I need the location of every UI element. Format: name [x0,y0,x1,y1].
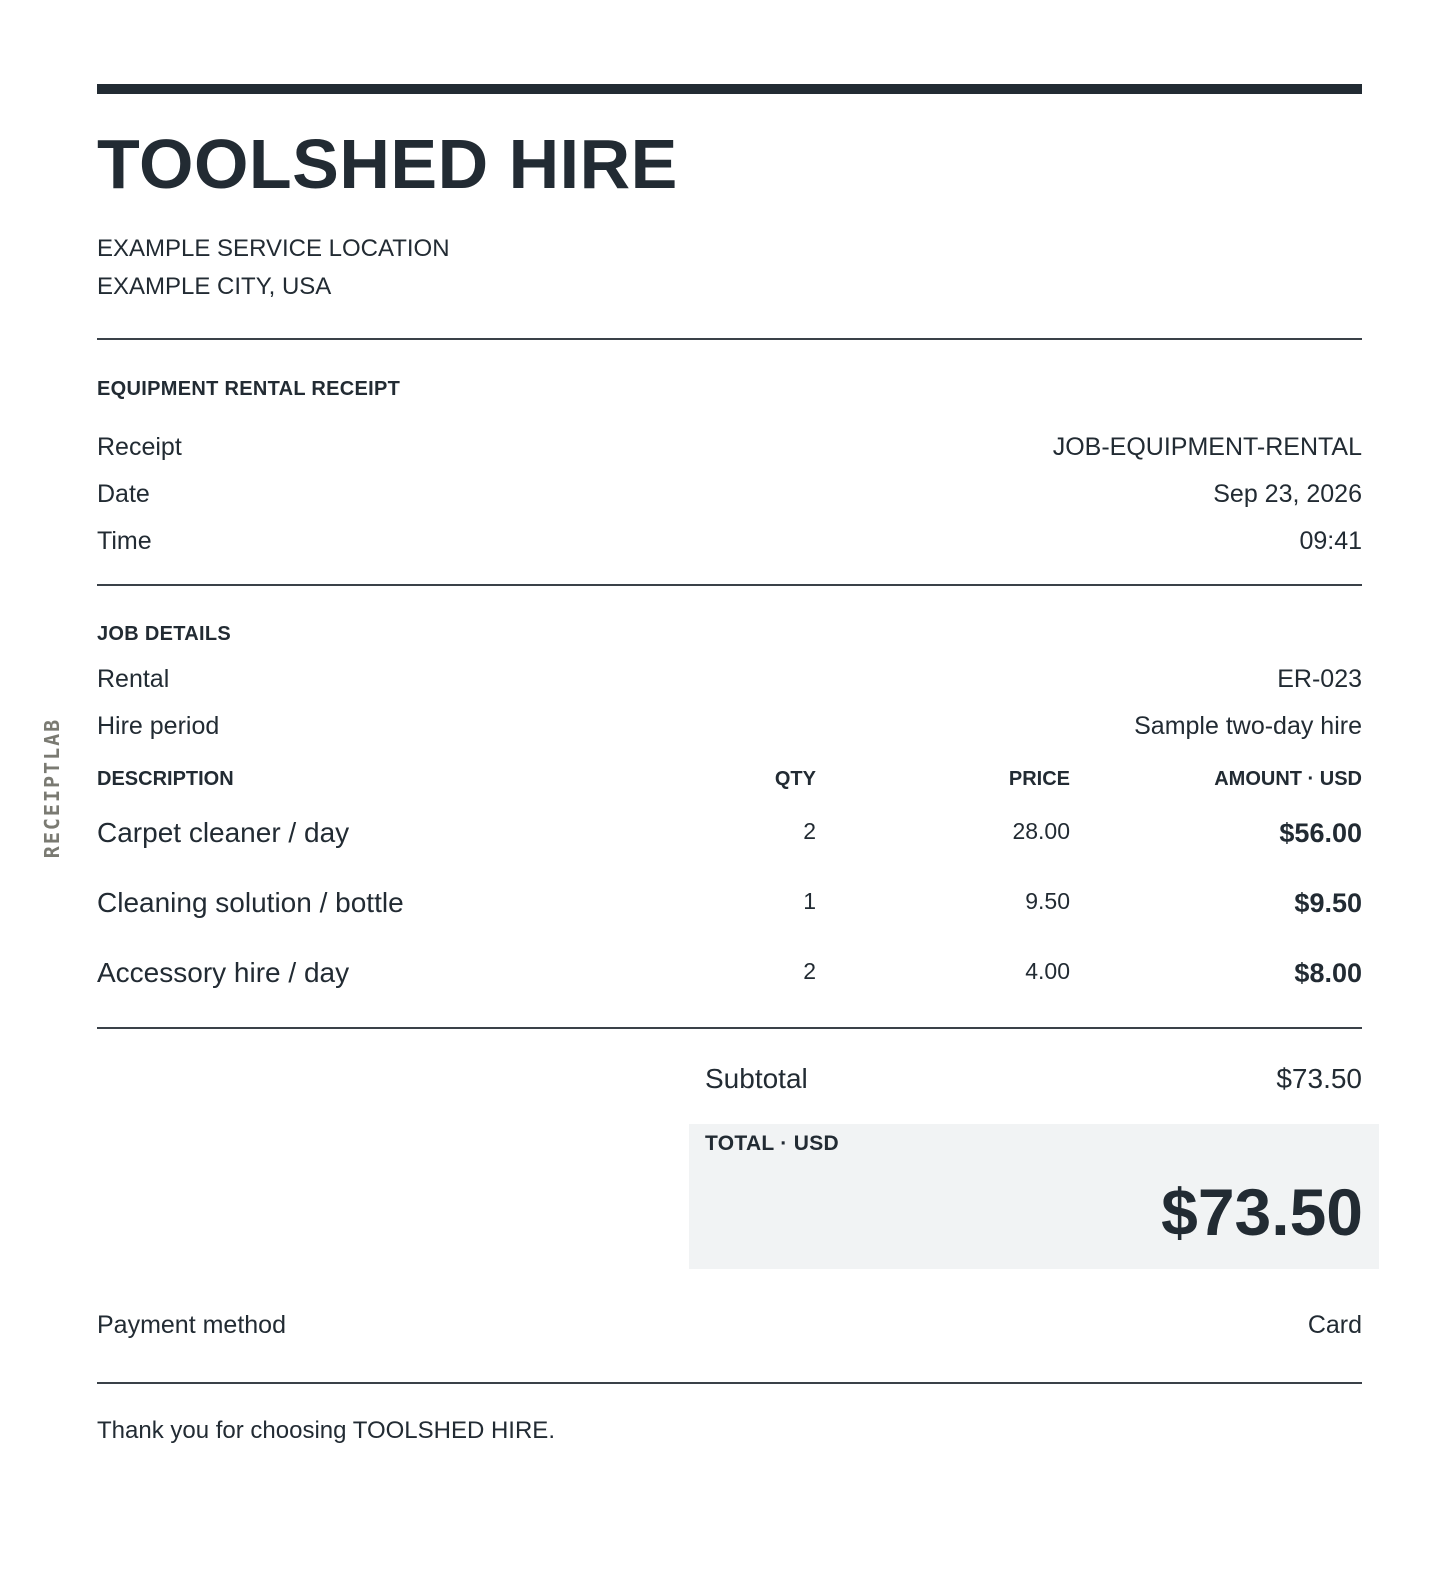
rental-row [97,656,1362,703]
item-price: 4.00 [1025,957,1070,984]
payment-row [97,1302,1362,1349]
item-price: 28.00 [1012,817,1070,844]
top-accent-bar [97,84,1362,94]
subtotal-label: Subtotal [705,1063,808,1094]
date-row [97,471,1362,518]
date-label: Date [97,480,150,508]
receipt-label: Receipt [97,433,182,461]
items-table-header [97,764,1362,794]
receipt-info [97,424,1362,565]
address-line-2: EXAMPLE CITY, USA [97,273,332,300]
receipt-section-title: EQUIPMENT RENTAL RECEIPT [97,378,401,400]
item-description: Cleaning solution / bottle [97,887,404,918]
divider [97,338,1362,340]
divider [97,584,1362,586]
item-qty: 2 [803,957,816,984]
job-details-title: JOB DETAILS [97,623,232,645]
item-amount: $9.50 [1294,887,1362,918]
hire-period-row [97,703,1362,750]
hire-period-value: Sample two-day hire [1134,712,1362,740]
table-row [97,938,1362,1008]
time-value: 09:41 [1299,527,1362,555]
subtotal-row [705,1054,1362,1104]
item-amount: $8.00 [1294,957,1362,988]
amount-header: AMOUNT · USD [1214,767,1362,790]
divider [97,1382,1362,1384]
receiptlab-watermark: RECEIPTLAB [40,717,64,859]
item-description: Carpet cleaner / day [97,817,350,848]
store-name: TOOLSHED HIRE [97,125,678,203]
description-header: DESCRIPTION [97,767,234,790]
rental-value: ER-023 [1277,665,1362,693]
receipt [97,84,1362,1445]
table-row [97,868,1362,938]
payment-method-value: Card [1307,1311,1362,1339]
time-label: Time [97,527,152,555]
payment-method-label: Payment method [97,1311,286,1339]
address-line-1: EXAMPLE SERVICE LOCATION [97,235,450,262]
item-price: 9.50 [1025,887,1070,914]
item-qty: 1 [803,887,816,914]
receipt-value: JOB-EQUIPMENT-RENTAL [1052,433,1362,461]
divider [97,1027,1362,1029]
item-amount: $56.00 [1279,817,1362,848]
time-row [97,518,1362,565]
hire-period-label: Hire period [97,712,220,740]
subtotal-value: $73.50 [1276,1063,1362,1094]
store-address [97,230,1362,306]
rental-label: Rental [97,665,170,693]
receipt-row [97,424,1362,471]
job-details [97,656,1362,750]
qty-header: QTY [774,767,816,790]
price-header: PRICE [1008,767,1070,790]
item-qty: 2 [803,817,816,844]
item-description: Accessory hire / day [97,957,350,988]
totals [705,1054,1362,1269]
total-value: $73.50 [1161,1175,1363,1249]
total-label: TOTAL · USD [705,1132,839,1155]
thank-you-message: Thank you for choosing TOOLSHED HIRE. [97,1417,555,1444]
total-box [689,1124,1379,1269]
date-value: Sep 23, 2026 [1213,480,1362,508]
items-table [97,798,1362,1008]
table-row [97,798,1362,868]
